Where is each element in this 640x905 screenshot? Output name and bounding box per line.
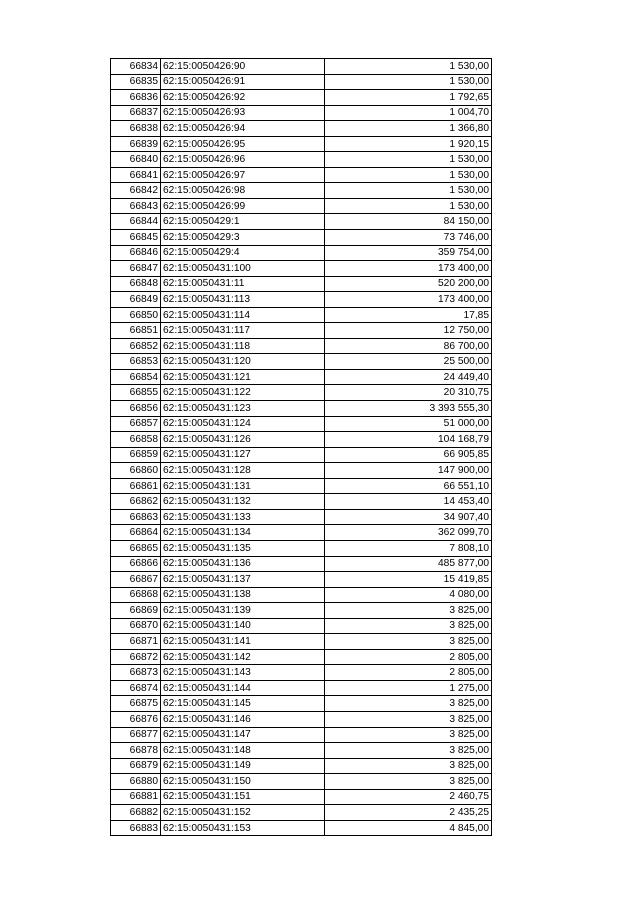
value-cell: 4 845,00: [325, 820, 492, 836]
value-cell: 3 825,00: [325, 696, 492, 712]
value-cell: 84 150,00: [325, 214, 492, 230]
value-cell: 17,85: [325, 307, 492, 323]
cadastral-number-cell: 62:15:0050426:93: [161, 105, 325, 121]
value-cell: 1 530,00: [325, 59, 492, 75]
table-row: [111, 90, 492, 106]
cadastral-number-cell: 62:15:0050426:97: [161, 167, 325, 183]
row-number-cell: 66862: [111, 494, 161, 510]
table-row: [111, 680, 492, 696]
value-cell: 1 530,00: [325, 152, 492, 168]
value-cell: 1 530,00: [325, 74, 492, 90]
row-number-cell: 66853: [111, 354, 161, 370]
row-number-cell: 66839: [111, 136, 161, 152]
row-number-cell: 66871: [111, 634, 161, 650]
row-number-cell: 66881: [111, 789, 161, 805]
table-row: [111, 401, 492, 417]
table-row: [111, 696, 492, 712]
row-number-cell: 66868: [111, 587, 161, 603]
cadastral-number-cell: 62:15:0050431:135: [161, 540, 325, 556]
table-row: [111, 183, 492, 199]
table-row: [111, 385, 492, 401]
value-cell: 3 825,00: [325, 743, 492, 759]
table-row: [111, 214, 492, 230]
cadastral-number-cell: 62:15:0050431:123: [161, 401, 325, 417]
value-cell: 2 435,25: [325, 805, 492, 821]
cadastral-number-cell: 62:15:0050431:11: [161, 276, 325, 292]
cadastral-number-cell: 62:15:0050431:150: [161, 774, 325, 790]
table-row: [111, 649, 492, 665]
row-number-cell: 66849: [111, 292, 161, 308]
table-row: [111, 276, 492, 292]
table-row: [111, 509, 492, 525]
row-number-cell: 66883: [111, 820, 161, 836]
value-cell: 362 099,70: [325, 525, 492, 541]
row-number-cell: 66837: [111, 105, 161, 121]
cadastral-number-cell: 62:15:0050431:146: [161, 711, 325, 727]
value-cell: 3 825,00: [325, 634, 492, 650]
row-number-cell: 66847: [111, 261, 161, 277]
table-row: [111, 338, 492, 354]
value-cell: 86 700,00: [325, 338, 492, 354]
row-number-cell: 66864: [111, 525, 161, 541]
value-cell: 34 907,40: [325, 509, 492, 525]
cadastral-number-cell: 62:15:0050429:1: [161, 214, 325, 230]
value-cell: 66 551,10: [325, 478, 492, 494]
cadastral-number-cell: 62:15:0050429:4: [161, 245, 325, 261]
table-body: [111, 59, 492, 836]
table-row: [111, 74, 492, 90]
cadastral-number-cell: 62:15:0050431:134: [161, 525, 325, 541]
row-number-cell: 66838: [111, 121, 161, 137]
value-cell: 173 400,00: [325, 261, 492, 277]
value-cell: 25 500,00: [325, 354, 492, 370]
value-cell: 1 366,80: [325, 121, 492, 137]
cadastral-number-cell: 62:15:0050431:147: [161, 727, 325, 743]
cadastral-number-cell: 62:15:0050431:131: [161, 478, 325, 494]
table-row: [111, 198, 492, 214]
row-number-cell: 66834: [111, 59, 161, 75]
value-cell: 66 905,85: [325, 447, 492, 463]
cadastral-number-cell: 62:15:0050431:122: [161, 385, 325, 401]
value-cell: 2 805,00: [325, 649, 492, 665]
table-row: [111, 634, 492, 650]
table-row: [111, 789, 492, 805]
row-number-cell: 66858: [111, 432, 161, 448]
value-cell: 3 825,00: [325, 758, 492, 774]
row-number-cell: 66857: [111, 416, 161, 432]
row-number-cell: 66873: [111, 665, 161, 681]
value-cell: 3 825,00: [325, 774, 492, 790]
row-number-cell: 66851: [111, 323, 161, 339]
row-number-cell: 66867: [111, 572, 161, 588]
table-row: [111, 618, 492, 634]
cadastral-number-cell: 62:15:0050431:151: [161, 789, 325, 805]
row-number-cell: 66843: [111, 198, 161, 214]
table-row: [111, 307, 492, 323]
value-cell: 15 419,85: [325, 572, 492, 588]
row-number-cell: 66835: [111, 74, 161, 90]
row-number-cell: 66877: [111, 727, 161, 743]
value-cell: 14 453,40: [325, 494, 492, 510]
value-cell: 1 920,15: [325, 136, 492, 152]
value-cell: 485 877,00: [325, 556, 492, 572]
table-row: [111, 603, 492, 619]
row-number-cell: 66850: [111, 307, 161, 323]
table-row: [111, 245, 492, 261]
cadastral-number-cell: 62:15:0050431:144: [161, 680, 325, 696]
cadastral-number-cell: 62:15:0050431:117: [161, 323, 325, 339]
cadastral-number-cell: 62:15:0050431:118: [161, 338, 325, 354]
row-number-cell: 66879: [111, 758, 161, 774]
cadastral-number-cell: 62:15:0050431:149: [161, 758, 325, 774]
table-row: [111, 525, 492, 541]
table-row: [111, 416, 492, 432]
value-cell: 104 168,79: [325, 432, 492, 448]
row-number-cell: 66852: [111, 338, 161, 354]
cadastral-number-cell: 62:15:0050426:98: [161, 183, 325, 199]
cadastral-number-cell: 62:15:0050431:142: [161, 649, 325, 665]
row-number-cell: 66870: [111, 618, 161, 634]
row-number-cell: 66846: [111, 245, 161, 261]
row-number-cell: 66855: [111, 385, 161, 401]
table-row: [111, 136, 492, 152]
cadastral-number-cell: 62:15:0050431:128: [161, 463, 325, 479]
row-number-cell: 66866: [111, 556, 161, 572]
cadastral-number-cell: 62:15:0050431:140: [161, 618, 325, 634]
table-row: [111, 494, 492, 510]
table-row: [111, 261, 492, 277]
row-number-cell: 66848: [111, 276, 161, 292]
cadastral-number-cell: 62:15:0050431:133: [161, 509, 325, 525]
row-number-cell: 66882: [111, 805, 161, 821]
cadastral-number-cell: 62:15:0050431:121: [161, 369, 325, 385]
table-row: [111, 478, 492, 494]
row-number-cell: 66841: [111, 167, 161, 183]
row-number-cell: 66845: [111, 230, 161, 246]
table-row: [111, 369, 492, 385]
row-number-cell: 66854: [111, 369, 161, 385]
cadastral-number-cell: 62:15:0050431:137: [161, 572, 325, 588]
value-cell: 3 393 555,30: [325, 401, 492, 417]
table-row: [111, 292, 492, 308]
table-row: [111, 354, 492, 370]
row-number-cell: 66844: [111, 214, 161, 230]
cadastral-number-cell: 62:15:0050426:90: [161, 59, 325, 75]
table-row: [111, 556, 492, 572]
cadastral-number-cell: 62:15:0050431:114: [161, 307, 325, 323]
value-cell: 51 000,00: [325, 416, 492, 432]
cadastral-value-table: [110, 58, 492, 836]
table-row: [111, 447, 492, 463]
value-cell: 24 449,40: [325, 369, 492, 385]
table-row: [111, 463, 492, 479]
cadastral-number-cell: 62:15:0050431:148: [161, 743, 325, 759]
table-row: [111, 758, 492, 774]
cadastral-number-cell: 62:15:0050431:113: [161, 292, 325, 308]
row-number-cell: 66874: [111, 680, 161, 696]
cadastral-number-cell: 62:15:0050431:100: [161, 261, 325, 277]
cadastral-number-cell: 62:15:0050431:143: [161, 665, 325, 681]
table-row: [111, 432, 492, 448]
value-cell: 520 200,00: [325, 276, 492, 292]
cadastral-number-cell: 62:15:0050431:138: [161, 587, 325, 603]
value-cell: 20 310,75: [325, 385, 492, 401]
value-cell: 359 754,00: [325, 245, 492, 261]
row-number-cell: 66869: [111, 603, 161, 619]
value-cell: 1 275,00: [325, 680, 492, 696]
table-row: [111, 665, 492, 681]
value-cell: 3 825,00: [325, 618, 492, 634]
row-number-cell: 66840: [111, 152, 161, 168]
row-number-cell: 66872: [111, 649, 161, 665]
cadastral-number-cell: 62:15:0050431:139: [161, 603, 325, 619]
cadastral-number-cell: 62:15:0050426:92: [161, 90, 325, 106]
value-cell: 12 750,00: [325, 323, 492, 339]
row-number-cell: 66865: [111, 540, 161, 556]
table-row: [111, 572, 492, 588]
table-row: [111, 167, 492, 183]
cadastral-number-cell: 62:15:0050431:145: [161, 696, 325, 712]
table-row: [111, 59, 492, 75]
table-row: [111, 820, 492, 836]
cadastral-number-cell: 62:15:0050431:152: [161, 805, 325, 821]
cadastral-number-cell: 62:15:0050431:127: [161, 447, 325, 463]
cadastral-number-cell: 62:15:0050426:96: [161, 152, 325, 168]
row-number-cell: 66876: [111, 711, 161, 727]
value-cell: 1 792,65: [325, 90, 492, 106]
row-number-cell: 66861: [111, 478, 161, 494]
value-cell: 3 825,00: [325, 727, 492, 743]
value-cell: 147 900,00: [325, 463, 492, 479]
row-number-cell: 66842: [111, 183, 161, 199]
value-cell: 1 004,70: [325, 105, 492, 121]
table-row: [111, 727, 492, 743]
table-row: [111, 152, 492, 168]
table-row: [111, 587, 492, 603]
row-number-cell: 66856: [111, 401, 161, 417]
cadastral-number-cell: 62:15:0050429:3: [161, 230, 325, 246]
value-cell: 2 805,00: [325, 665, 492, 681]
table-row: [111, 540, 492, 556]
row-number-cell: 66836: [111, 90, 161, 106]
cadastral-number-cell: 62:15:0050431:126: [161, 432, 325, 448]
value-cell: 7 808,10: [325, 540, 492, 556]
row-number-cell: 66863: [111, 509, 161, 525]
value-cell: 1 530,00: [325, 167, 492, 183]
table-row: [111, 774, 492, 790]
value-cell: 3 825,00: [325, 603, 492, 619]
table-row: [111, 743, 492, 759]
cadastral-number-cell: 62:15:0050431:124: [161, 416, 325, 432]
row-number-cell: 66859: [111, 447, 161, 463]
row-number-cell: 66875: [111, 696, 161, 712]
value-cell: 1 530,00: [325, 183, 492, 199]
table-row: [111, 711, 492, 727]
cadastral-number-cell: 62:15:0050431:136: [161, 556, 325, 572]
table-row: [111, 121, 492, 137]
cadastral-number-cell: 62:15:0050431:132: [161, 494, 325, 510]
value-cell: 3 825,00: [325, 711, 492, 727]
value-cell: 73 746,00: [325, 230, 492, 246]
value-cell: 1 530,00: [325, 198, 492, 214]
value-cell: 2 460,75: [325, 789, 492, 805]
cadastral-number-cell: 62:15:0050431:153: [161, 820, 325, 836]
row-number-cell: 66860: [111, 463, 161, 479]
cadastral-number-cell: 62:15:0050426:95: [161, 136, 325, 152]
table-row: [111, 230, 492, 246]
cadastral-number-cell: 62:15:0050431:120: [161, 354, 325, 370]
row-number-cell: 66880: [111, 774, 161, 790]
cadastral-number-cell: 62:15:0050426:94: [161, 121, 325, 137]
table-row: [111, 105, 492, 121]
value-cell: 173 400,00: [325, 292, 492, 308]
cadastral-number-cell: 62:15:0050431:141: [161, 634, 325, 650]
table-row: [111, 323, 492, 339]
table-row: [111, 805, 492, 821]
cadastral-number-cell: 62:15:0050426:91: [161, 74, 325, 90]
cadastral-number-cell: 62:15:0050426:99: [161, 198, 325, 214]
row-number-cell: 66878: [111, 743, 161, 759]
value-cell: 4 080,00: [325, 587, 492, 603]
